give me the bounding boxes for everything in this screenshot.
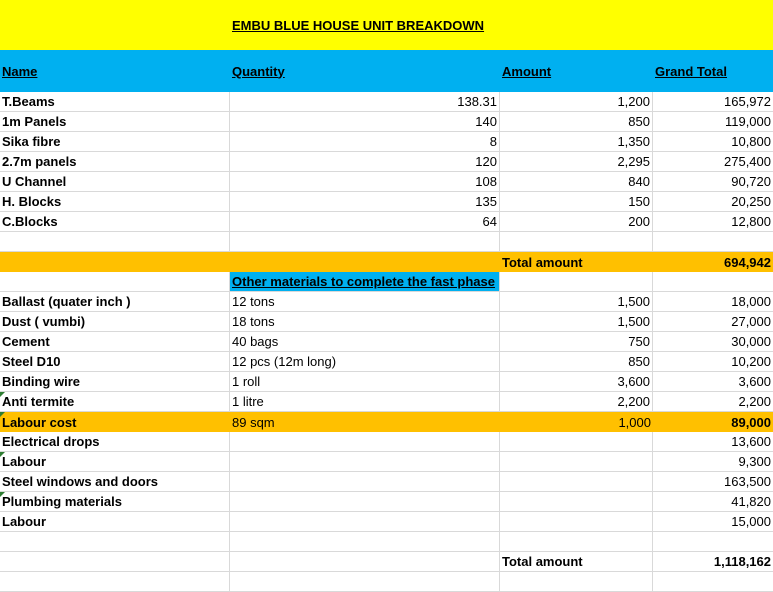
item-name[interactable]: 2.7m panels [0,152,230,172]
total-amount-label[interactable]: Total amount [500,552,653,572]
item-total[interactable]: 13,600 [653,432,773,452]
table-row [0,192,773,212]
empty-cell[interactable] [0,552,230,572]
empty-cell[interactable] [0,232,230,252]
labour-cost-row [0,412,773,432]
item-name[interactable]: C.Blocks [0,212,230,232]
item-name[interactable]: Ballast (quater inch ) [0,292,230,312]
item-amount[interactable]: 2,200 [500,392,653,412]
item-total[interactable]: 12,800 [653,212,773,232]
item-amount[interactable]: 750 [500,332,653,352]
item-name[interactable]: Labour [0,452,230,472]
item-amount[interactable]: 1,500 [500,312,653,332]
empty-cell[interactable] [230,252,500,272]
item-quantity[interactable]: 64 [230,212,500,232]
empty-cell[interactable] [500,512,653,532]
table-row [0,312,773,332]
item-total[interactable]: 3,600 [653,372,773,392]
item-amount[interactable]: 150 [500,192,653,212]
header-quantity[interactable]: Quantity [232,63,285,79]
table-row [0,172,773,192]
empty-cell[interactable] [653,572,773,592]
item-total[interactable]: 165,972 [653,92,773,112]
item-total[interactable]: 18,000 [653,292,773,312]
item-total[interactable]: 30,000 [653,332,773,352]
item-name[interactable]: Electrical drops [0,432,230,452]
item-total[interactable]: 41,820 [653,492,773,512]
other-materials-label[interactable]: Other materials to complete the fast phase [230,272,500,292]
item-amount[interactable]: 200 [500,212,653,232]
empty-cell[interactable] [500,452,653,472]
total-amount-value[interactable]: 694,942 [724,254,771,270]
sheet-title[interactable]: EMBU BLUE HOUSE UNIT BREAKDOWN [232,17,485,33]
item-name[interactable]: Steel windows and doors [0,472,230,492]
table-row [0,512,773,532]
item-name[interactable]: Cement [0,332,230,352]
empty-row [0,232,773,252]
item-total[interactable]: 2,200 [653,392,773,412]
header-row [0,50,773,92]
item-amount[interactable]: 1,350 [500,132,653,152]
empty-cell[interactable] [653,272,773,292]
item-quantity[interactable]: 18 tons [230,312,500,332]
table-row [0,472,773,492]
header-grand-total[interactable]: Grand Total [655,63,727,79]
empty-cell[interactable] [0,272,230,292]
item-total[interactable]: 119,000 [653,112,773,132]
empty-cell[interactable] [0,252,230,272]
item-total[interactable]: 90,720 [653,172,773,192]
empty-cell[interactable] [500,572,653,592]
title-blank-cell[interactable] [500,0,653,50]
empty-cell[interactable] [500,432,653,452]
item-quantity[interactable]: 120 [230,152,500,172]
item-name[interactable]: Steel D10 [0,352,230,372]
item-name[interactable]: Labour [0,512,230,532]
item-total[interactable]: 20,250 [653,192,773,212]
table-row [0,352,773,372]
table-row [0,492,773,512]
table-row [0,332,773,352]
total-amount-label[interactable]: Total amount [502,254,583,270]
item-amount[interactable]: 2,295 [500,152,653,172]
item-total[interactable]: 10,800 [653,132,773,152]
table-row [0,372,773,392]
item-amount[interactable]: 850 [500,352,653,372]
empty-row [0,532,773,552]
item-name[interactable]: Dust ( vumbi) [0,312,230,332]
item-quantity[interactable]: 40 bags [230,332,500,352]
item-quantity[interactable]: 135 [230,192,500,212]
item-amount[interactable]: 3,600 [500,372,653,392]
total-amount-row [0,252,773,272]
empty-cell[interactable] [230,432,500,452]
item-quantity[interactable]: 12 pcs (12m long) [230,352,500,372]
table-row [0,132,773,152]
item-total[interactable]: 10,200 [653,352,773,372]
item-quantity[interactable]: 140 [230,112,500,132]
item-amount[interactable]: 840 [500,172,653,192]
empty-cell[interactable] [230,492,500,512]
other-materials-row [0,272,773,292]
table-row [0,392,773,412]
table-row [0,152,773,172]
item-name[interactable]: T.Beams [0,92,230,112]
item-quantity[interactable]: 8 [230,132,500,152]
empty-cell[interactable] [500,532,653,552]
item-quantity[interactable]: 1 litre [230,392,500,412]
empty-cell[interactable] [500,272,653,292]
total-amount-value[interactable]: 1,118,162 [653,552,773,572]
empty-row [0,572,773,592]
empty-cell[interactable] [0,572,230,592]
title-row [0,0,773,50]
empty-cell[interactable] [230,552,500,572]
empty-cell[interactable] [500,492,653,512]
item-name[interactable]: 1m Panels [0,112,230,132]
item-name[interactable]: Anti termite [0,392,230,412]
empty-cell[interactable] [0,532,230,552]
empty-cell[interactable] [230,532,500,552]
item-amount[interactable]: 1,200 [500,92,653,112]
table-row [0,432,773,452]
item-total[interactable]: 89,000 [731,414,771,430]
item-total[interactable]: 163,500 [653,472,773,492]
item-amount[interactable]: 1,500 [500,292,653,312]
title-blank-cell[interactable] [653,0,773,50]
item-name[interactable]: Plumbing materials [0,492,230,512]
table-row [0,452,773,472]
empty-cell[interactable] [230,512,500,532]
item-total[interactable]: 27,000 [653,312,773,332]
header-amount[interactable]: Amount [502,63,552,79]
item-name[interactable]: U Channel [0,172,230,192]
item-quantity[interactable]: 138.31 [230,92,500,112]
empty-cell[interactable] [230,572,500,592]
item-name[interactable]: Sika fibre [0,132,230,152]
item-total[interactable]: 9,300 [653,452,773,472]
table-row [0,92,773,112]
item-name[interactable]: H. Blocks [0,192,230,212]
header-name[interactable]: Name [2,63,38,79]
item-quantity[interactable]: 12 tons [230,292,500,312]
empty-cell[interactable] [230,232,500,252]
item-total[interactable]: 275,400 [653,152,773,172]
empty-cell[interactable] [500,232,653,252]
empty-cell[interactable] [653,532,773,552]
table-row [0,212,773,232]
empty-cell[interactable] [500,472,653,492]
grand-total-row [0,552,773,572]
table-row [0,292,773,312]
item-quantity[interactable]: 1 roll [230,372,500,392]
empty-cell[interactable] [230,472,500,492]
item-amount[interactable]: 1,000 [618,414,651,430]
title-blank-cell[interactable] [0,0,230,50]
empty-cell[interactable] [230,452,500,472]
item-amount[interactable]: 850 [500,112,653,132]
item-quantity[interactable]: 108 [230,172,500,192]
item-quantity[interactable]: 89 sqm [232,414,275,430]
item-total[interactable]: 15,000 [653,512,773,532]
table-row [0,112,773,132]
item-name[interactable]: Labour cost [0,412,230,432]
item-name[interactable]: Binding wire [0,372,230,392]
empty-cell[interactable] [653,232,773,252]
